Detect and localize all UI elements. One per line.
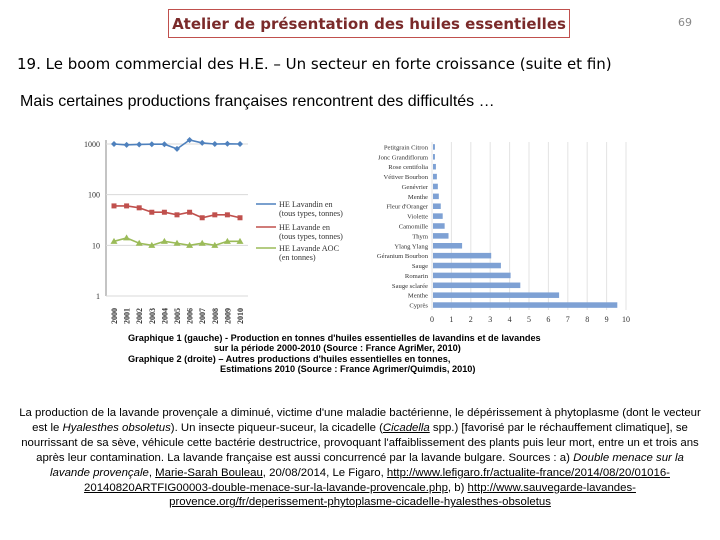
bar xyxy=(433,184,438,190)
data-point xyxy=(124,203,129,208)
bar xyxy=(433,213,443,219)
body-text-part: La production de la lavande provençale a diminué, victime d'une maladie bactérienne, le dépérissement à phytoplasme (dont le vecteur est le xyxy=(19,407,701,434)
data-point xyxy=(200,215,205,220)
data-point xyxy=(149,210,154,215)
category-label: Genévrier xyxy=(401,183,428,191)
caption-line-4: Estimations 2010 (Source : France Agrimer/Quimdis, 2010) xyxy=(220,363,476,374)
bar xyxy=(433,203,441,209)
legend-label: HE Lavande AOC xyxy=(279,244,340,253)
y-tick-label: 1 xyxy=(96,292,100,301)
category-label: Romarin xyxy=(404,272,428,280)
section-heading: 19. Le boom commercial des H.E. – Un secteur en forte croissance (suite et fin) xyxy=(17,55,612,73)
x-tick-label: 2004 xyxy=(160,308,170,324)
category-label: Jonc Grandiflorum xyxy=(378,154,428,162)
legend-label: HE Lavandin en xyxy=(279,200,333,209)
data-point xyxy=(175,212,180,217)
caption-line-2: sur la période 2000-2010 (Source : France AgriMer, 2010) xyxy=(214,343,461,354)
x-tick-label: 3 xyxy=(488,315,493,324)
data-point xyxy=(187,210,192,215)
x-tick-label: 2 xyxy=(468,315,473,324)
category-label: Menthe xyxy=(407,292,428,300)
page-number: 69 xyxy=(678,16,692,29)
category-label: Violette xyxy=(407,213,428,221)
bar xyxy=(433,164,436,170)
x-tick-label: 2006 xyxy=(185,308,195,324)
category-label: Camomille xyxy=(398,223,428,231)
slide-title-text: Atelier de présentation des huiles essentielles xyxy=(172,14,566,33)
slide-title xyxy=(168,9,570,38)
bar xyxy=(433,263,501,269)
category-label: Vétiver Bourbon xyxy=(383,174,428,182)
bar xyxy=(433,233,449,239)
bar xyxy=(433,292,559,298)
y-tick-label: 10 xyxy=(92,241,100,251)
data-point xyxy=(225,212,230,217)
figure-caption xyxy=(128,333,628,374)
x-tick-label: 2002 xyxy=(135,308,145,324)
x-tick-label: 7 xyxy=(565,315,570,324)
legend-label: (tous types, tonnes) xyxy=(279,232,343,241)
data-point xyxy=(137,205,142,210)
bar xyxy=(433,174,437,180)
legend-label: (tous types, tonnes) xyxy=(279,209,343,218)
bar xyxy=(433,144,435,150)
bar xyxy=(433,243,462,249)
category-label: Sauge sclarée xyxy=(391,282,428,290)
category-label: Menthe xyxy=(407,193,428,201)
x-tick-label: 2000 xyxy=(110,308,119,324)
category-label: Petitgrain Citron xyxy=(383,144,428,152)
category-label: Thym xyxy=(412,233,428,241)
y-tick-label: 100 xyxy=(88,190,100,200)
x-tick-label: 2010 xyxy=(236,308,245,324)
legend-label: HE Lavande en xyxy=(279,223,330,232)
body-text-part: spp.) [favorisé par le réchauffement climatique], se nourrissant de sa sève, véhicule cette bactérie destructrice, provoquant l'affaiblissement des plants puis leur mort, entre un et trois ans après leur contamination. La lavande française est aussi concurrencé par la lavande bulgare. Sources : a) xyxy=(21,421,699,464)
slide-subheading: Mais certaines productions françaises rencontrent des difficultés … xyxy=(20,93,495,110)
category-label: Cyprès xyxy=(409,302,428,310)
x-tick-label: 2009 xyxy=(223,308,233,324)
x-tick-label: 2005 xyxy=(173,308,182,324)
genus-link[interactable]: Cicadella xyxy=(382,421,430,434)
y-tick-label: 1000 xyxy=(84,140,100,149)
bar xyxy=(433,283,520,289)
caption-line-1: Graphique 1 (gauche) - Production en tonnes d'huiles essentielles de lavandins et de lavandes xyxy=(128,333,541,343)
x-tick-label: 5 xyxy=(527,315,531,324)
data-point xyxy=(238,215,243,220)
x-tick-label: 8 xyxy=(585,315,590,324)
category-label: Géranium Bourbon xyxy=(376,253,428,261)
bar xyxy=(433,253,491,259)
source-b-link[interactable]: http://www.sauvegarde-lavandes-provence.org/fr/deperissement-phytoplasme-cicadelle-hyalesthes-obsoletus xyxy=(169,481,636,509)
data-point xyxy=(212,212,217,217)
bar xyxy=(433,273,511,279)
body-text-part: , 20/08/2014, Le Figaro, xyxy=(262,466,387,479)
legend-label: (en tonnes) xyxy=(279,253,316,262)
bar xyxy=(433,223,445,229)
body-text-part: ). Un insecte piqueur-suceur, la cicadelle ( xyxy=(170,421,383,434)
bar xyxy=(433,302,617,308)
body-text-part: , b) xyxy=(447,481,468,494)
x-tick-label: 6 xyxy=(546,315,551,324)
x-tick-label: 1 xyxy=(449,315,454,324)
x-tick-label: 2007 xyxy=(198,308,208,324)
source-a-title: Double menace sur la lavande provençale xyxy=(50,451,684,479)
x-tick-label: 2008 xyxy=(210,308,220,324)
caption-line-3: Graphique 2 (droite) – Autres productions d'huiles essentielles en tonnes, xyxy=(128,353,451,364)
x-tick-label: 2001 xyxy=(122,308,132,324)
data-point xyxy=(112,203,117,208)
x-tick-label: 9 xyxy=(604,315,609,324)
x-tick-label: 2003 xyxy=(147,308,157,324)
bar xyxy=(433,154,435,160)
source-a-link[interactable]: http://www.lefigaro.fr/actualite-france/2014/08/20/01016-20140820ARTFIG00003-double-menace-sur-la-lavande-provencale.php xyxy=(84,466,670,494)
source-a-author-link[interactable]: Marie-Sarah Bouleau xyxy=(155,466,263,479)
x-tick-label: 0 xyxy=(430,315,434,324)
x-tick-label: 10 xyxy=(622,315,630,324)
data-point xyxy=(162,210,167,215)
species-name: Hyalesthes obsoletus xyxy=(62,421,171,434)
category-label: Fleur d'Oranger xyxy=(386,203,428,211)
bar xyxy=(433,194,439,200)
x-tick-label: 4 xyxy=(507,315,512,324)
category-label: Sauge xyxy=(411,263,428,271)
body-paragraph: La production de la lavande provençale a diminué, victime d'une maladie bactérienne, le dépérissement à phytoplasme (dont le vecteur est le Hyalesthes obsoletus). Un insecte piqueur-suceur, la cicadelle (Cicadella spp.) [favorisé par le réchauffement climatique], se nourrissant de sa sève, véhicule cette bactérie destructrice, provoquant l'affaiblissement des plants puis leur mort, entre un et trois ans après leur contamination. La lavande française est aussi concurrencé par la lavande bulgare. Sources : a) Double menace sur la lavande provençale, Marie-Sarah Bouleau, 20/08/2014, Le Figaro, http://www.lefigaro.fr/actualite-france/2014/08/20/01016-20140820ARTFIG00003-double-menace-sur-la-lavande-provencale.php, b) http://www.sauvegarde-lavandes-provence.org/fr/deperissement-phytoplasme-cicadelle-hyalesthes-obsoletus xyxy=(19,407,701,509)
category-label: Ylang Ylang xyxy=(394,243,428,251)
category-label: Rose centifolia xyxy=(388,164,428,172)
